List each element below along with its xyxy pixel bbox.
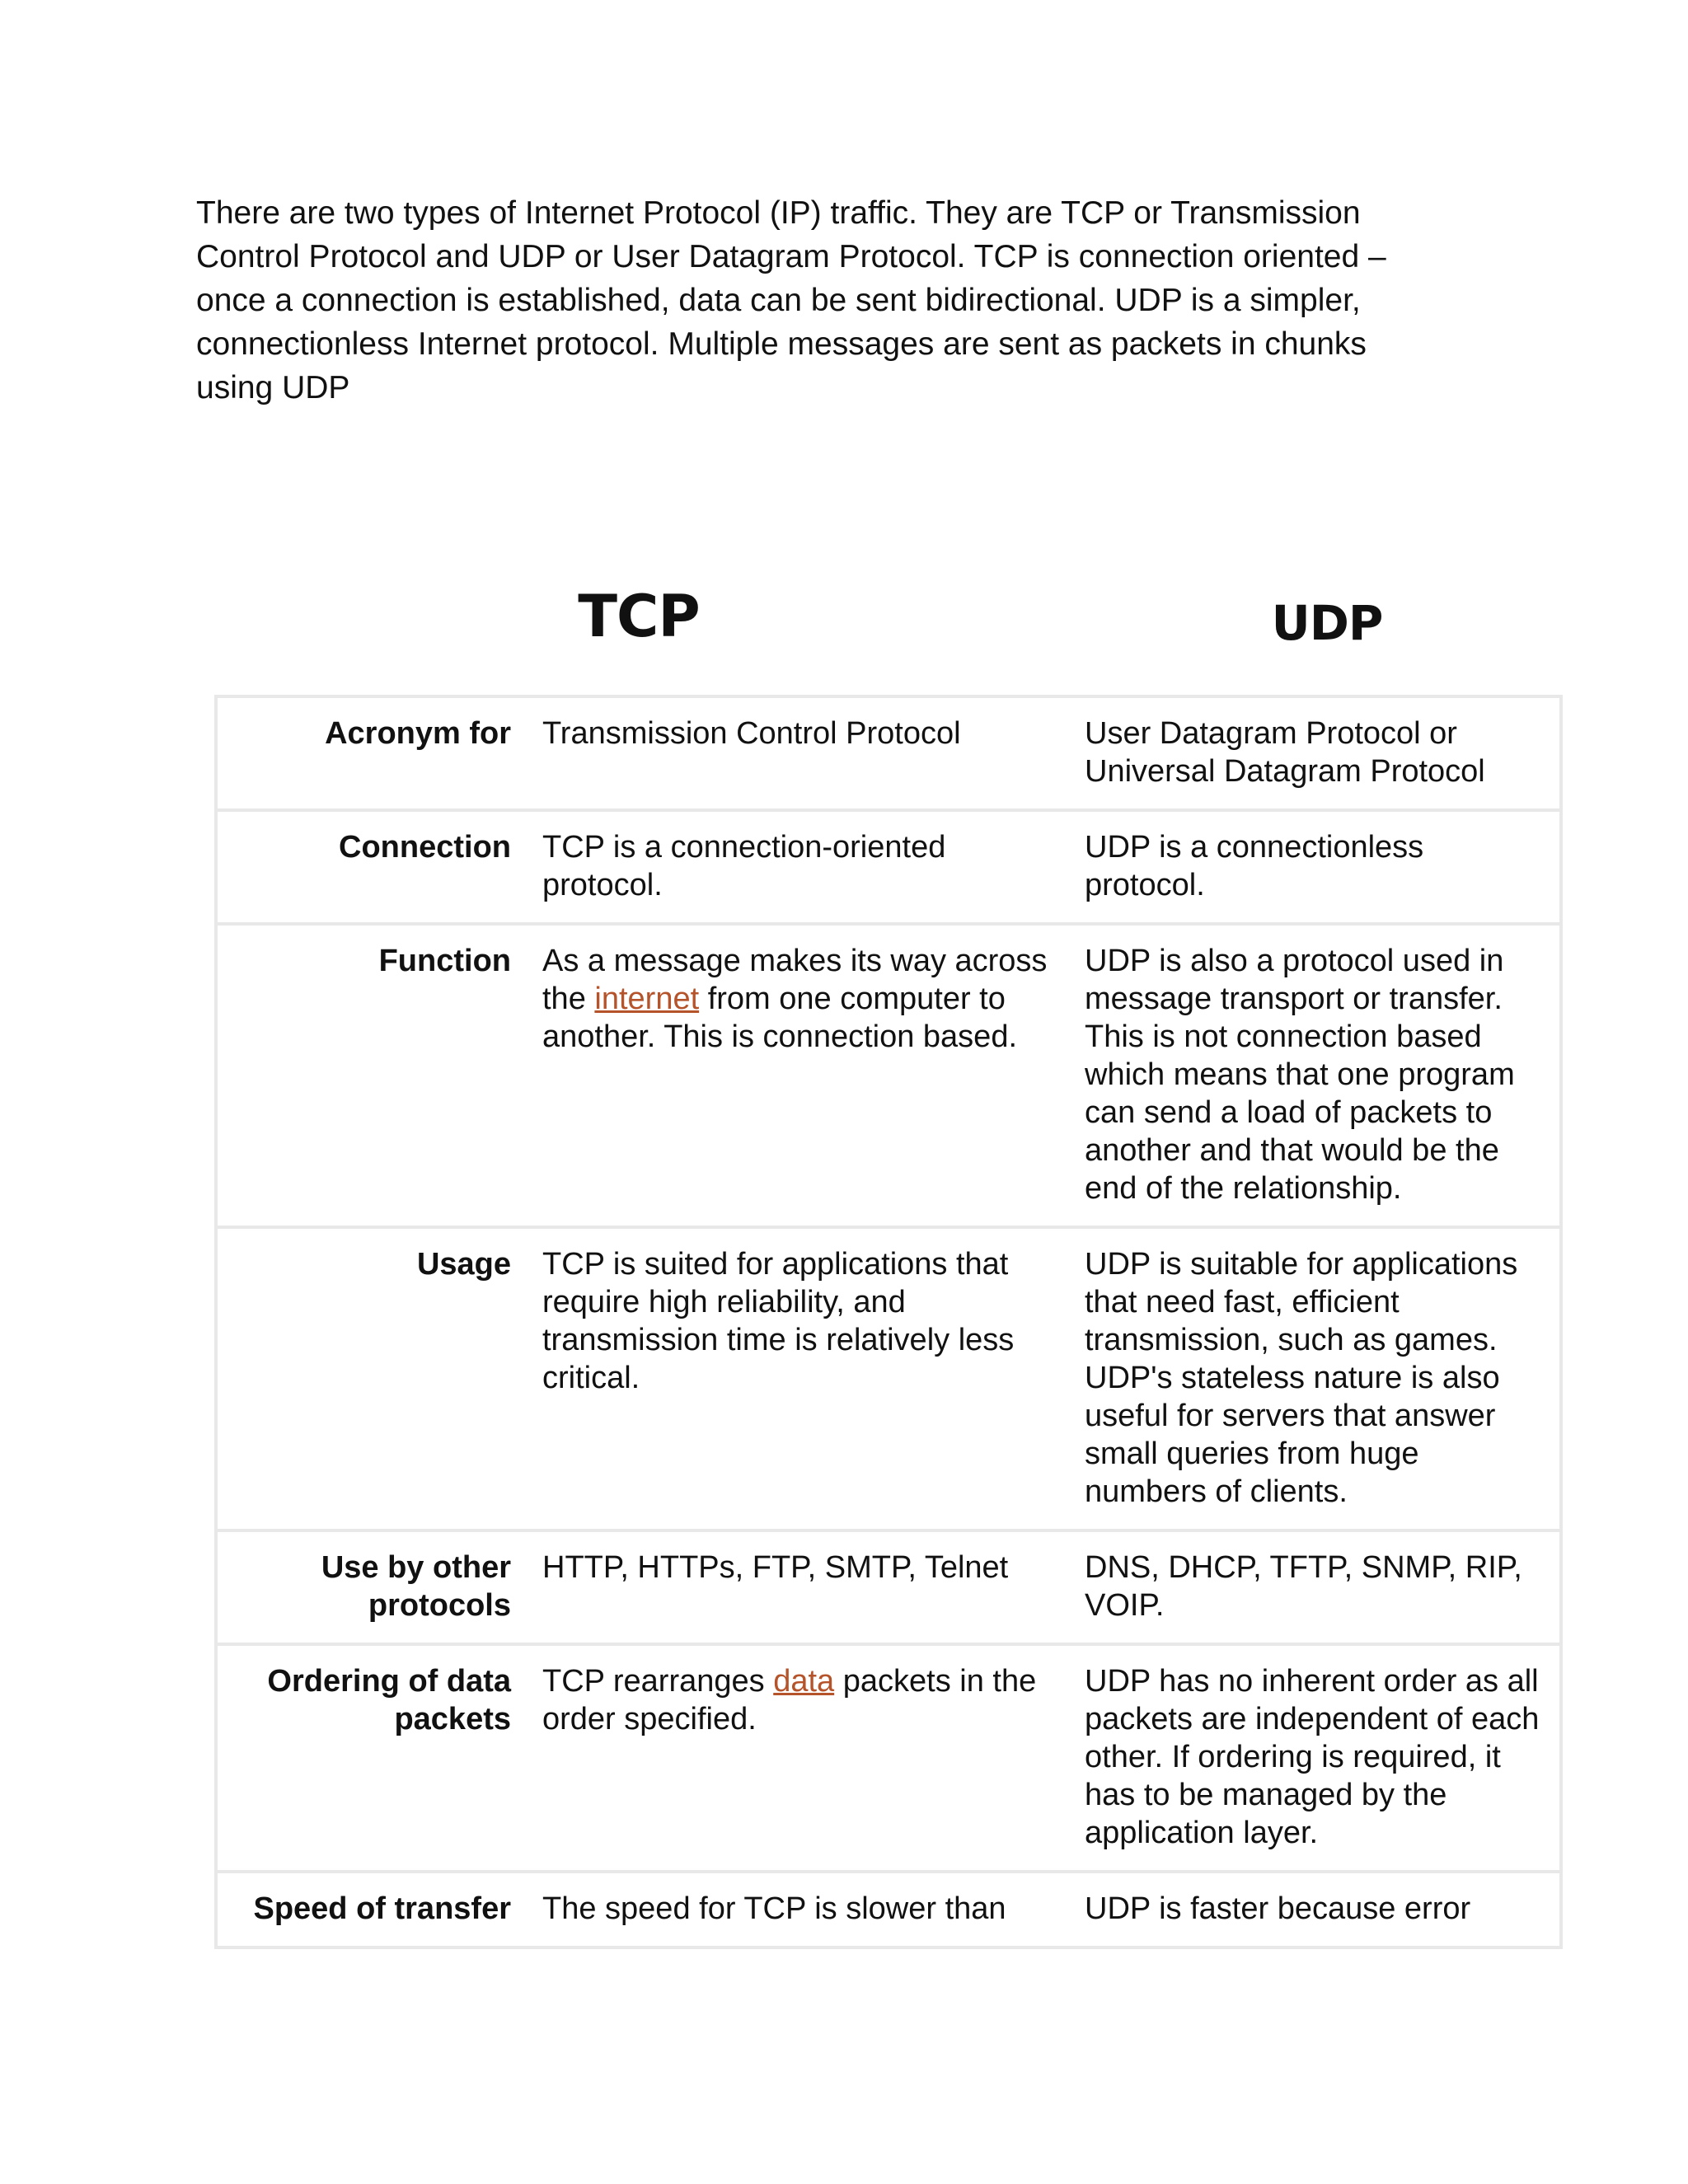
row-label: Usage [216, 1227, 528, 1530]
row-label: Ordering of data packets [216, 1644, 528, 1872]
udp-cell: UDP has no inherent order as all packets are independent of each other. If ordering is required, it has to be managed by the application layer. [1067, 1644, 1561, 1872]
tcp-cell [528, 1644, 1067, 1872]
udp-cell: UDP is faster because error [1067, 1872, 1561, 1947]
tcp-cell: TCP is suited for applications that require high reliability, and transmission time is relatively less critical. [528, 1227, 1067, 1530]
table-row-speed [216, 1872, 1561, 1947]
table-row-function [216, 924, 1561, 1227]
row-label: Function [216, 924, 528, 1227]
table-row-usage [216, 1227, 1561, 1530]
internet-link[interactable]: internet [594, 982, 700, 1016]
table-row-ordering [216, 1644, 1561, 1872]
table-row-other-protocols [216, 1530, 1561, 1644]
tcp-text: As a message makes its way across the [542, 944, 1048, 1016]
tcp-cell: The speed for TCP is slower than [528, 1872, 1067, 1947]
intro-paragraph: There are two types of Internet Protocol (IP) traffic. They are TCP or Transmission Control Protocol and UDP or User Datagram Protocol. TCP is connection oriented – once a connection is established, data can be sent bidirectional. UDP is a simpler, connectionless Internet protocol. Multiple messages are sent as packets in chunks using UDP [196, 195, 1386, 405]
table-row-connection [216, 810, 1561, 924]
tcp-text: TCP rearranges [542, 1664, 765, 1699]
udp-column-heading: UDP [1271, 595, 1383, 651]
row-label: Connection [216, 810, 528, 924]
row-label: Acronym for [216, 696, 528, 810]
udp-cell: DNS, DHCP, TFTP, SNMP, RIP, VOIP. [1067, 1530, 1561, 1644]
tcp-cell: HTTP, HTTPs, FTP, SMTP, Telnet [528, 1530, 1067, 1644]
udp-cell: User Datagram Protocol or Universal Datagram Protocol [1067, 696, 1561, 810]
tcp-cell: Transmission Control Protocol [528, 696, 1067, 810]
comparison-table [214, 695, 1563, 1949]
tcp-cell: TCP is a connection-oriented protocol. [528, 810, 1067, 924]
tcp-text: from one computer to another. This is connection based. [542, 982, 1018, 1054]
tcp-cell [528, 924, 1067, 1227]
tcp-text: packets in the order specified. [542, 1664, 1037, 1736]
udp-cell: UDP is a connectionless protocol. [1067, 810, 1561, 924]
tcp-column-heading: TCP [578, 583, 700, 650]
udp-cell: UDP is also a protocol used in message transport or transfer. This is not connection based which means that one program can send a load of packets to another and that would be the end of the relationship. [1067, 924, 1561, 1227]
table-row-acronym [216, 696, 1561, 810]
udp-cell: UDP is suitable for applications that need fast, efficient transmission, such as games. UDP's stateless nature is also useful for servers that answer small queries from huge numbers of clients. [1067, 1227, 1561, 1530]
row-label: Speed of transfer [216, 1872, 528, 1947]
row-label: Use by other protocols [216, 1530, 528, 1644]
data-link[interactable]: data [773, 1664, 835, 1699]
